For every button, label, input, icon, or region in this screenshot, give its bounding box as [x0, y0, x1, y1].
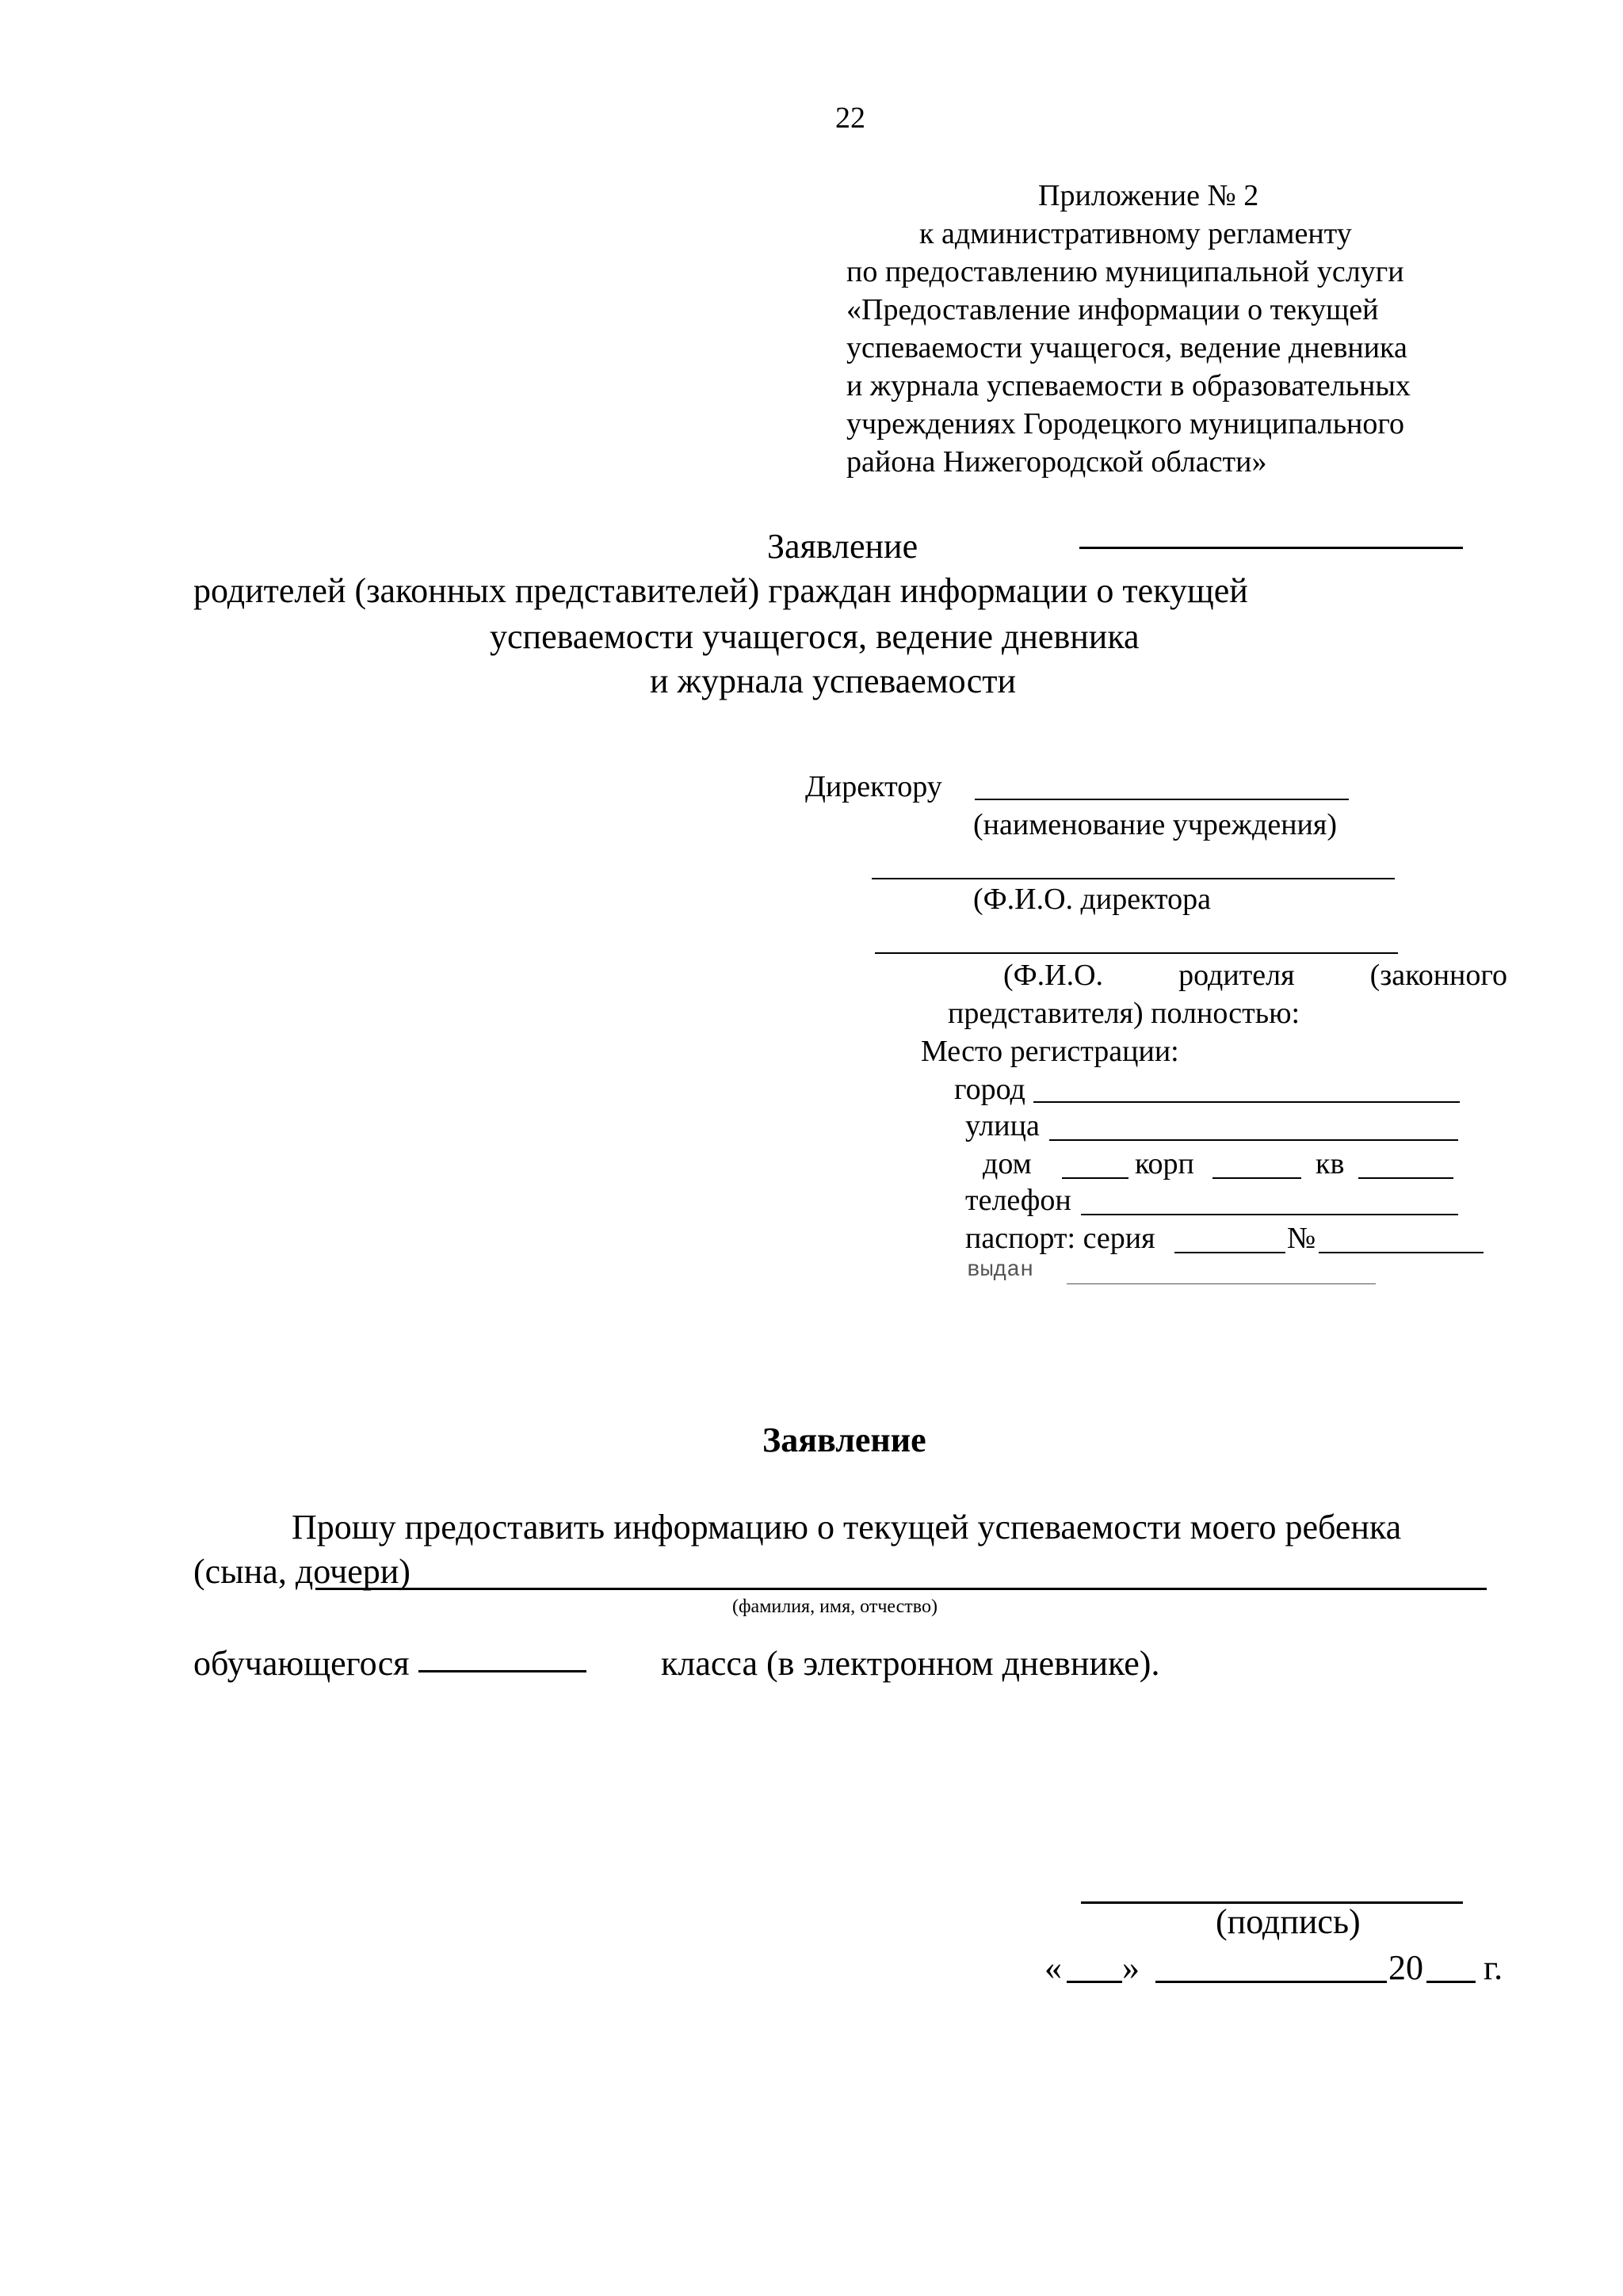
page-number: 22: [835, 101, 865, 135]
issued-label: выдан: [967, 1258, 1034, 1283]
statement-title: Заявление: [762, 1421, 926, 1459]
statement-line2: (сына, дочери): [193, 1552, 411, 1591]
apartment-blank-line[interactable]: [1358, 1177, 1453, 1179]
date-open-quote: «: [1044, 1948, 1062, 1987]
appendix-line: учреждениях Городецкого муниципального: [846, 407, 1405, 441]
phone-label: телефон: [965, 1184, 1071, 1217]
house-label: дом: [983, 1147, 1032, 1180]
class-text: класса (в электронном дневнике).: [661, 1644, 1160, 1683]
director-label: Директору: [805, 770, 942, 803]
child-name-blank-line[interactable]: [315, 1588, 1487, 1590]
top-title-line: успеваемости учащегося, ведение дневника: [490, 617, 1140, 656]
appendix-line: и журнала успеваемости в образовательных: [846, 369, 1411, 402]
building-blank-line[interactable]: [1212, 1177, 1301, 1179]
phone-blank-line[interactable]: [1081, 1214, 1458, 1215]
director-fio-hint: (Ф.И.О. директора: [973, 883, 1212, 916]
registration-label: Место регистрации:: [921, 1035, 1179, 1068]
appendix-line: «Предоставление информации о текущей: [846, 293, 1379, 326]
top-title-word: Заявление: [767, 527, 918, 566]
child-name-hint: (фамилия, имя, отчество): [732, 1596, 938, 1617]
parent-fio-hint-word: (законного: [1369, 959, 1507, 992]
passport-number-blank-line[interactable]: [1319, 1252, 1484, 1253]
street-blank-line[interactable]: [1049, 1139, 1458, 1141]
class-blank-line[interactable]: [418, 1670, 586, 1672]
apartment-label: кв: [1316, 1147, 1345, 1180]
street-label: улица: [965, 1109, 1040, 1142]
city-label: город: [954, 1073, 1025, 1106]
top-title-line: родителей (законных представителей) граждан информации о текущей: [193, 571, 1248, 610]
director-blank-line[interactable]: [975, 799, 1349, 800]
passport-label: паспорт: серия: [965, 1222, 1155, 1255]
signature-label: (подпись): [1216, 1902, 1361, 1941]
passport-series-blank-line[interactable]: [1174, 1252, 1285, 1253]
appendix-line: Приложение № 2: [1038, 179, 1259, 212]
student-label: обучающегося: [193, 1644, 410, 1683]
date-month-blank-line[interactable]: [1155, 1981, 1387, 1983]
building-label: корп: [1135, 1147, 1194, 1180]
date-day-blank-line[interactable]: [1067, 1981, 1122, 1983]
city-blank-line[interactable]: [1033, 1101, 1460, 1103]
top-title-line: и журнала успеваемости: [650, 662, 1016, 700]
appendix-line: успеваемости учащегося, ведение дневника: [846, 331, 1407, 364]
director-fio-blank-line[interactable]: [872, 878, 1395, 879]
date-year-suffix: г.: [1484, 1948, 1503, 1987]
number-sign: №: [1287, 1222, 1316, 1255]
appendix-line: по предоставлению муниципальной услуги: [846, 255, 1404, 288]
top-title-blank-line: [1079, 547, 1463, 549]
appendix-line: к административному регламенту: [919, 217, 1352, 250]
parent-fio-hint-line2: представителя) полностью:: [948, 997, 1300, 1030]
appendix-line: района Нижегородской области»: [846, 445, 1267, 479]
parent-fio-hint-word: (Ф.И.О.: [1003, 959, 1104, 992]
parent-fio-hint: [1003, 960, 1507, 990]
date-year-blank-line[interactable]: [1426, 1981, 1476, 1983]
parent-fio-blank-line[interactable]: [875, 952, 1398, 954]
parent-fio-hint-word: родителя: [1178, 959, 1295, 992]
institution-hint: (наименование учреждения): [973, 808, 1338, 841]
statement-line1: Прошу предоставить информацию о текущей успеваемости моего ребенка: [292, 1508, 1402, 1547]
date-close-quote: »: [1122, 1948, 1140, 1987]
issued-blank-line[interactable]: [1067, 1283, 1376, 1284]
house-blank-line[interactable]: [1062, 1177, 1128, 1179]
date-year-prefix: 20: [1388, 1948, 1423, 1987]
